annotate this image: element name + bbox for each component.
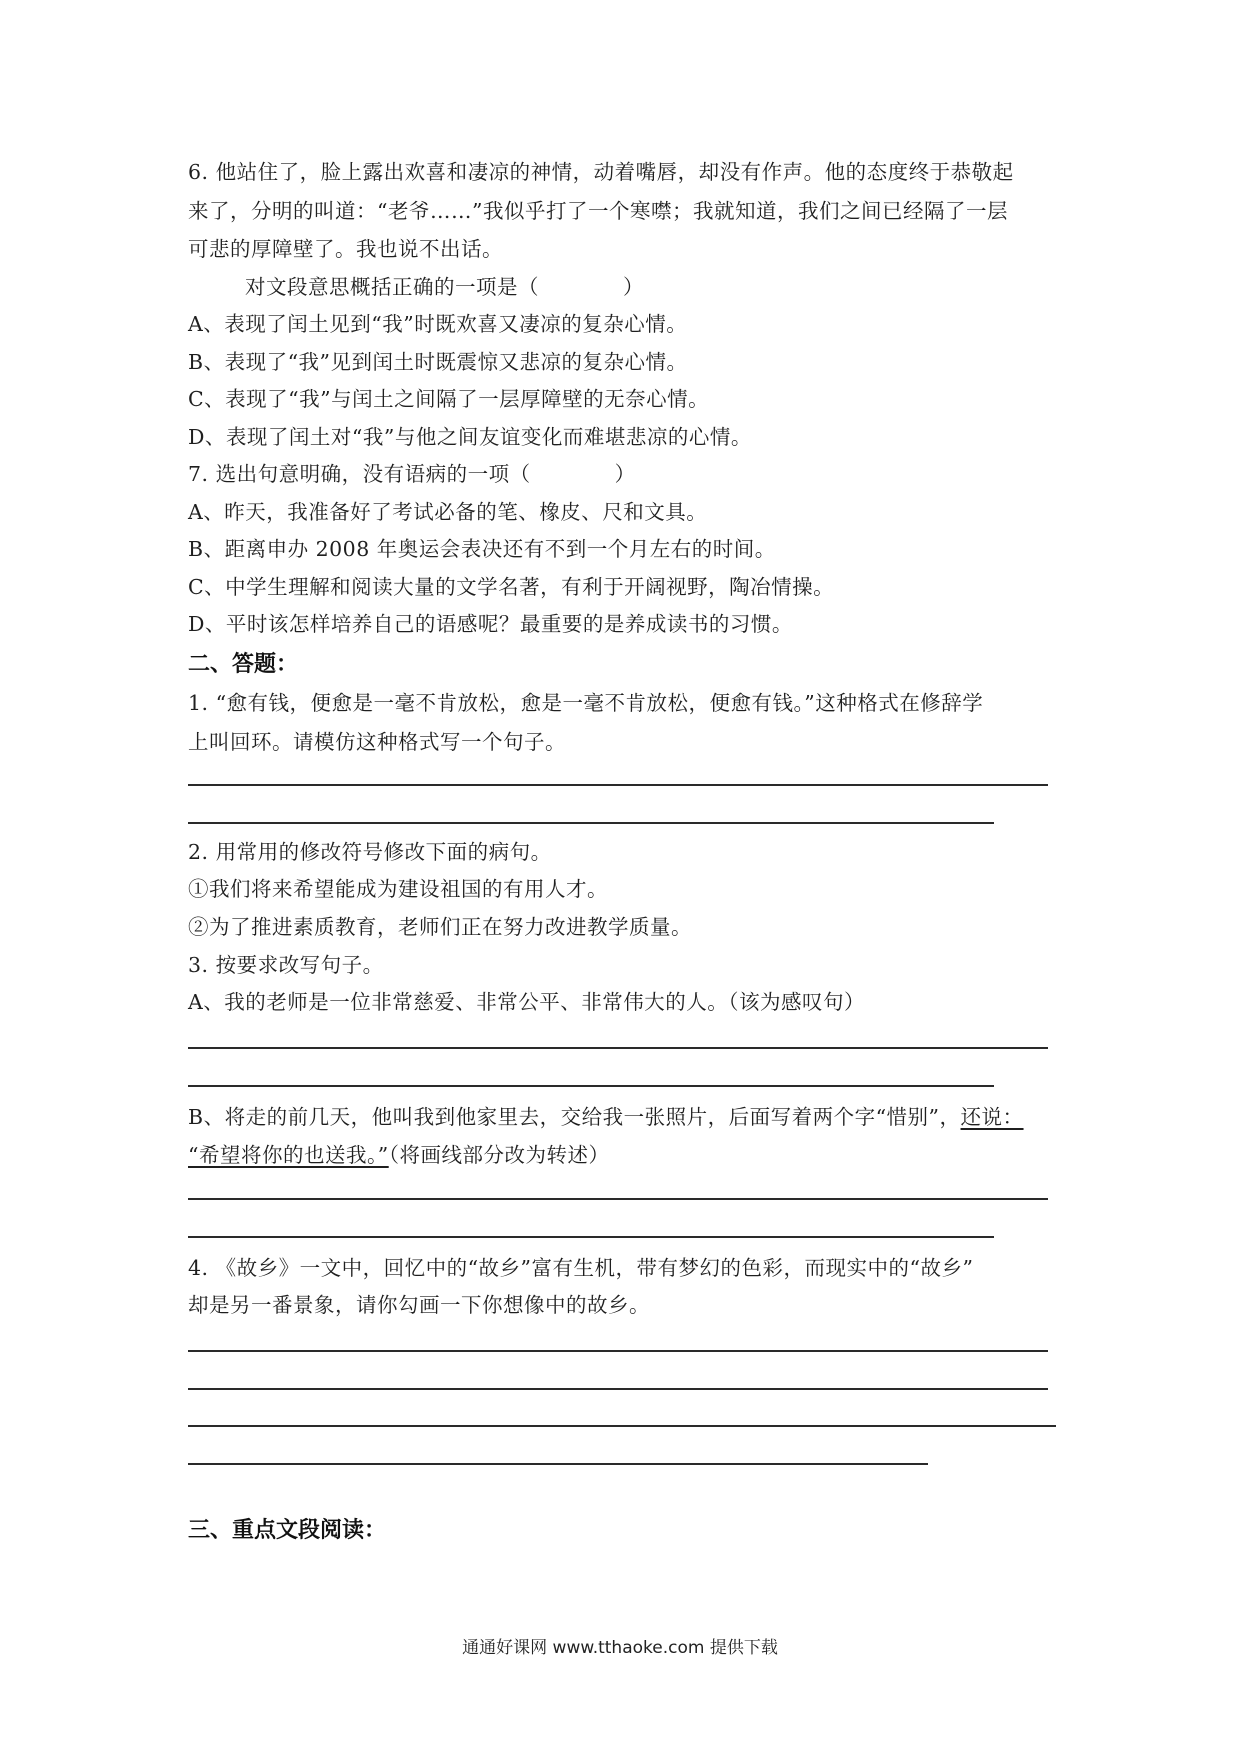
s2-q3-b-line-2 [188,1143,609,1167]
q7-option-d: D、平时该怎样培养自己的语感呢？最重要的是养成读书的习惯。 [188,612,793,636]
answer-line[interactable] [188,1425,1056,1427]
q7-option-c: C、中学生理解和阅读大量的文学名著，有利于开阔视野，陶冶情操。 [188,575,835,599]
answer-line[interactable] [188,1236,994,1238]
answer-line[interactable] [188,784,1048,786]
answer-line[interactable] [188,1047,1048,1049]
s2-q4-line-1: 4. 《故乡》一文中，回忆中的“故乡”富有生机，带有梦幻的色彩，而现实中的“故乡” [188,1256,974,1280]
s2-q2-item-1: ①我们将来希望能成为建设祖国的有用人才。 [188,877,608,901]
s2-q2-item-2: ②为了推进素质教育，老师们正在努力改进教学质量。 [188,915,692,939]
s2-q3-b-underlined-part-2: “希望将你的也送我。” [188,1143,389,1167]
q6-option-b: B、表现了“我”见到闰土时既震惊又悲凉的复杂心情。 [188,350,688,374]
q6-option-d: D、表现了闰土对“我”与他之间友谊变化而难堪悲凉的心情。 [188,425,752,449]
s2-q3-b-line-1 [188,1105,1024,1129]
q7-option-b: B、距离申办 2008 年奥运会表决还有不到一个月左右的时间。 [188,537,776,561]
answer-line[interactable] [188,1085,994,1087]
q6-text-line-2: 来了，分明的叫道：“老爷……”我似乎打了一个寒噤；我就知道，我们之间已经隔了一层 [188,199,1008,223]
s2-q4-line-2: 却是另一番景象，请你勾画一下你想像中的故乡。 [188,1293,650,1317]
answer-line[interactable] [188,1388,1048,1390]
s2-q3-b-text: B、将走的前几天，他叫我到他家里去，交给我一张照片，后面写着两个字“惜别”， [188,1105,961,1129]
answer-line[interactable] [188,1350,1048,1352]
q6-option-a: A、表现了闰土见到“我”时既欢喜又凄凉的复杂心情。 [188,312,688,336]
s2-q3-prompt: 3. 按要求改写句子。 [188,953,384,977]
answer-line[interactable] [188,1463,928,1465]
q6-text-line-3: 可悲的厚障壁了。我也说不出话。 [188,237,503,261]
s2-q2-prompt: 2. 用常用的修改符号修改下面的病句。 [188,840,552,864]
section-2-heading: 二、答题： [188,652,299,677]
answer-line[interactable] [188,1198,1048,1200]
q7-option-a: A、昨天，我准备好了考试必备的笔、橡皮、尺和文具。 [188,500,708,524]
s2-q1-line-1: 1. “愈有钱，便愈是一毫不肯放松，愈是一毫不肯放松，便愈有钱。”这种格式在修辞学 [188,691,984,715]
q6-option-c: C、表现了“我”与闰土之间隔了一层厚障壁的无奈心情。 [188,387,710,411]
s2-q3-b-instruction: （将画线部分改为转述） [388,1143,610,1167]
answer-line[interactable] [188,822,994,824]
q6-prompt: 对文段意思概括正确的一项是（ ） [245,275,644,299]
q7-prompt: 7. 选出句意明确，没有语病的一项（ ） [188,462,636,486]
q6-text-line-1: 6. 他站住了，脸上露出欢喜和凄凉的神情，动着嘴唇，却没有作声。他的态度终于恭敬起 [188,160,1014,184]
s2-q3-a: A、我的老师是一位非常慈爱、非常公平、非常伟大的人。（该为感叹句） [188,990,866,1014]
s2-q1-line-2: 上叫回环。请模仿这种格式写一个句子。 [188,730,566,754]
s2-q3-b-underlined-part-1: 还说： [960,1105,1024,1129]
page-footer: 通通好课网 www.tthaoke.com 提供下载 [462,1638,778,1658]
section-3-heading: 三、重点文段阅读： [188,1518,387,1543]
